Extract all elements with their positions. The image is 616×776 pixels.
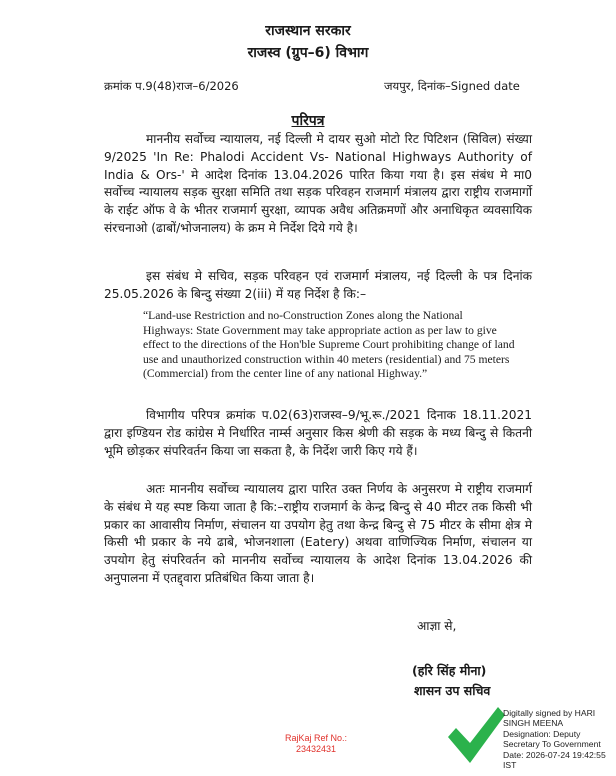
digital-signature-block: [503, 708, 615, 770]
rajkaj-label: RajKaj Ref No.:: [284, 733, 348, 743]
paragraph-departmental-circular: विभागीय परिपत्र क्रमांक प.02(63)राजस्व–9/भू.रू./2021 दिनाक 18.11.2021 द्वारा इण्डियन रोड कांग्रेस मे निर्धारित नार्म्स अनुसार किस श्रेणी की सड़क के मध्य बिन्दु से कितनी भूमि छोड़कर संपरिवर्तन किया जा सकता है, के निर्देश जारी किए गये हैं।: [104, 408, 532, 458]
rajkaj-number: 23432431: [295, 744, 337, 754]
quoted-direction: “Land-use Restriction and no-Construction Zones along the National Highways: State Government may take appropriate action as per law to give effect to the directions of the Hon'ble Supreme Court prohibiting change of land use and unauthorized construction within 40 meters (residential) and 75 meters (Commercial) from the center line of any national Highway.”: [143, 309, 515, 381]
digital-designation: Designation: Deputy Secretary To Government: [503, 728, 601, 750]
paragraph-background: माननीय सर्वोच्च न्यायालय, नई दिल्ली मे दायर सुओ मोटो रिट पिटिशन (सिविल) संख्या 9/2025 'In Re: Phalodi Accident Vs- National Highways Authority of India & Ors-' मे आदेश दिनांक 13.04.2026 पारित किया गया है। इस संबंध मे मा0 सर्वोच्च न्यायालय सड़क सुरक्षा समिति तथा सड़क परिवहन राजमार्ग मंत्रालय द्वारा राष्ट्रीय राजमार्गो के राईट ऑफ वे के भीतर राजमार्ग सुरक्षा, व्यापक अवैध अतिक्रमणों और अनाधिकृत व्यवसायिक संरचनाओ (ढाबों/भोजनालय) के क्रम मे निर्देश दिये गये है।: [104, 132, 532, 235]
document-title: [0, 111, 616, 130]
place-date: जयपुर, दिनांक–Signed date: [384, 79, 520, 93]
government-name: राजस्थान सरकार: [265, 23, 351, 39]
reference-number: क्रमांक प.9(48)राज–6/2026: [104, 79, 239, 93]
digital-signed-by: Digitally signed by HARI SINGH MEENA: [503, 708, 596, 729]
paragraph-prohibition-order: अतः माननीय सर्वोच्च न्यायालय द्वारा पारित उक्त निर्णय के अनुसरण मे राष्ट्रीय राजमार्ग के संबंध मे यह स्पष्ट किया जाता है कि:–राष्ट्रीय राजमार्ग के केन्द्र बिन्दु से 40 मीटर तक किसी भी प्रकार का आवासीय निर्माण, संचालन या उपयोग हेतु तथा केन्द्र बिन्दु से 75 मीटर के सीमा क्षेत्र मे किसी भी प्रकार के नये ढाबे, भोजनशाला (Eatery) अथवा वाणिज्यिक निर्माण, संचालन या उपयोग हेतु संपरिवर्तन को माननीय सर्वोच्च न्यायालय के आदेश दिनांक 13.04.2026 की अनुपालना में एतद्द्वारा प्रतिबंधित किया जाता है।: [104, 482, 532, 585]
digital-date: Date: 2026-07-24 19:42:55 IST: [503, 749, 606, 771]
paragraph-ministry-letter: इस संबंध मे सचिव, सड़क परिवहन एवं राजमार्ग मंत्रालय, नई दिल्ली के पत्र दिनांक 25.05.2026 के बिन्दु संख्या 2(iii) में यह निर्देश है कि:–: [104, 269, 532, 301]
order-line: आज्ञा से,: [417, 619, 457, 633]
department-name: राजस्व (ग्रुप–6) विभाग: [247, 45, 369, 61]
rajkaj-reference: [283, 733, 349, 755]
green-checkmark-icon: [446, 703, 506, 767]
signatory-name: (हरि सिंह मीना): [412, 663, 487, 678]
document-title-text: परिपत्र: [291, 113, 325, 129]
signatory-designation: शासन उप सचिव: [414, 683, 491, 698]
